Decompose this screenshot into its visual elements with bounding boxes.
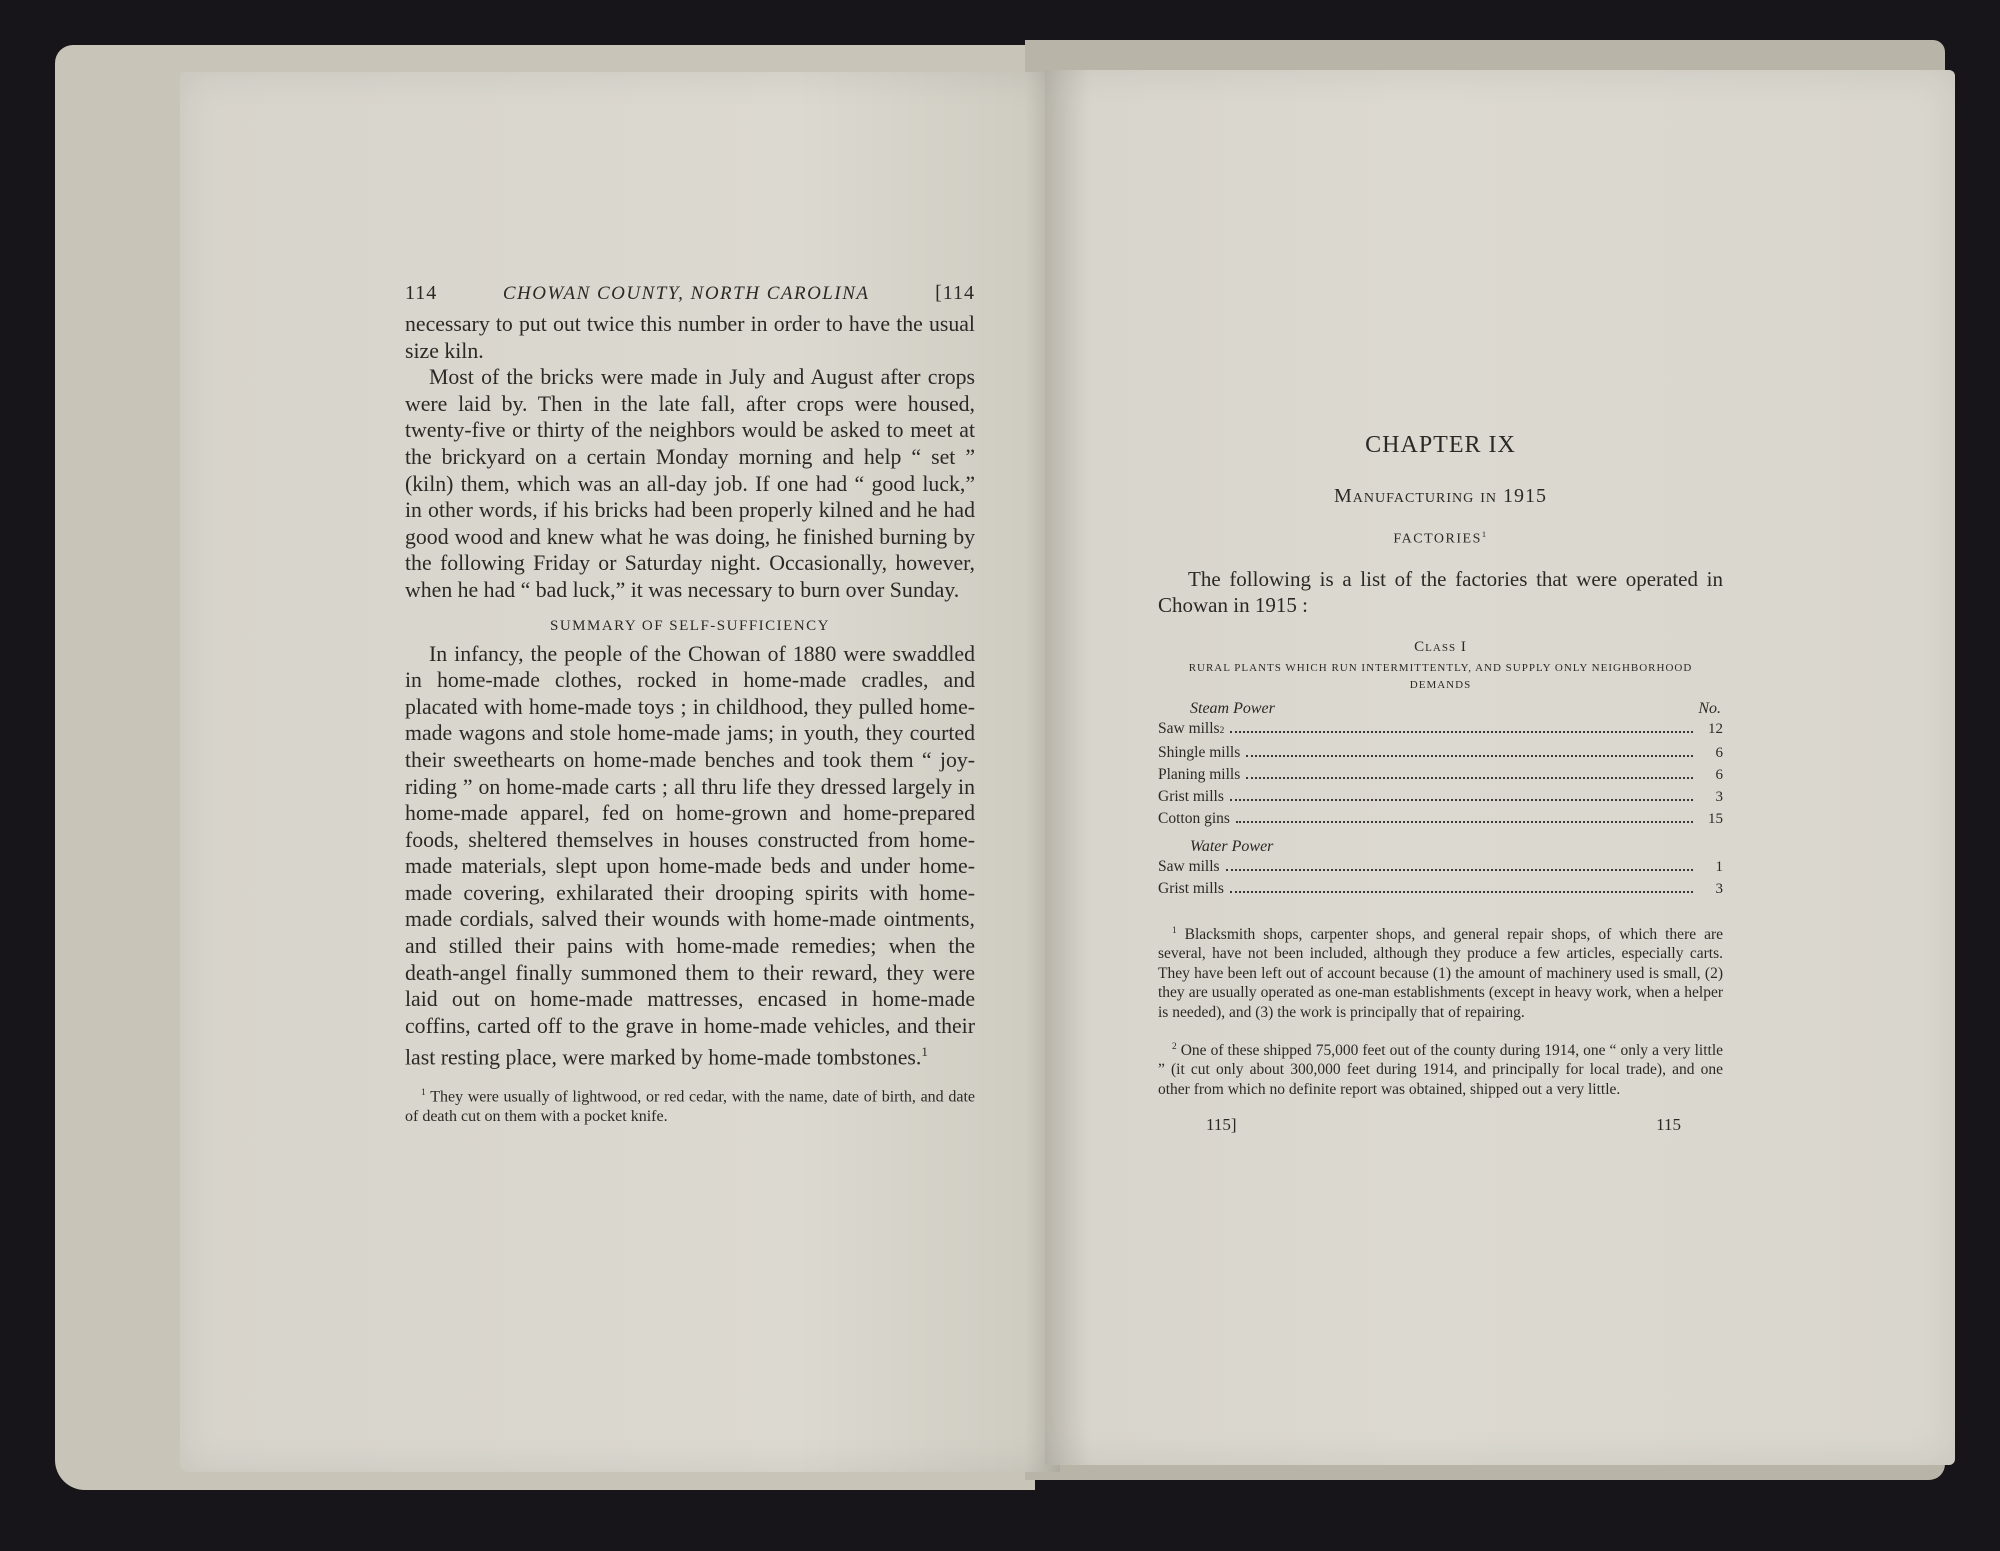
row-label: Saw mills [1158,857,1220,875]
leader-dots [1246,777,1693,779]
footer-bracket-number: 115] [1206,1114,1237,1134]
section-heading: SUMMARY OF SELF-SUFFICIENCY [549,617,830,634]
class-heading: Class I [1414,638,1467,655]
running-title: CHOWAN COUNTY, NORTH CAROLINA [502,283,870,304]
leader-dots [1246,755,1693,757]
section-heading: FACTORIES$^1$ [1393,530,1488,547]
row-value: 3 [1715,788,1723,805]
paragraph-1: necessary to put out twice this number in order to have the usual size kiln. [405,312,975,363]
chapter-number: CHAPTER IX [1365,432,1516,458]
paragraph-3: In infancy, the people of the Chowan of 1880 were swaddled in home-made clothes, rocked in home-made cradles, and placated with home-made toys ; in childhood, they pulled home-made wagons and stole home-made jams; in youth, they courted their sweethearts on home-made benches and took them “ joy-riding ” on home-made carts ; all thru life they dressed largely in home-made apparel, fed on home-grown and home-prepared foods, sheltered themselves in houses constructed from home-made materials, slept upon home-made beds and under home-made covering, exhilarated their drooping spirits with home-made cordials, salved their wounds with home-made ointments, and stilled their pains with home-made remedies; when the death-angel finally summoned them to their reward, they were laid out on home-made mattresses, encased in home-made coffins, carted off to the grave in home-made vehicles, and their last resting place, were marked by home-made tombstones.$^1$ [405,641,975,1070]
row-label: Grist mills [1158,787,1224,805]
paragraph-2: Most of the bricks were made in July and August after crops were laid by. Then in the late fall, after crops were housed, twenty-five or thirty of the neighbors would be asked to meet at the brickyard on a certain Monday morning and help “ set ” (kiln) them, which was an all-day job. If one had “ good luck,” in other words, if his bricks had been properly kilned and he had good wood and knew what he was doing, he finished burning by the following Friday or Saturday night. Occasionally, however, when he had “ bad luck,” it was necessary to burn over Sunday. [405,365,975,602]
left-page-text [405,282,975,1126]
intro-paragraph: The following is a list of the factories that were operated in Chowan in 1915 : [1158,566,1723,617]
running-head [405,282,975,305]
row-value: 12 [1708,720,1723,737]
leader-dots [1226,869,1693,871]
leader-dots [1230,731,1693,733]
row-value: 3 [1715,880,1723,897]
page-number: 114 [405,282,438,304]
table-row [1158,878,1723,900]
row-label: Grist mills [1158,879,1224,897]
leader-dots [1230,891,1693,893]
table-row [1158,856,1723,878]
water-power-heading: Water Power [1190,837,1274,855]
table-row [1158,742,1723,764]
footnote-2: $^2$ One of these shipped 75,000 feet out of the county during 1914, one “ only a very little ” (it cut only about 300,000 feet during 1914, and principally for local trade), and one other from which no definite report was obtained, shipped out a very little. [1158,1041,1724,1098]
water-power-table [1158,856,1723,900]
class-description: RURAL PLANTS WHICH RUN INTERMITTENTLY, AND SUPPLY ONLY NEIGHBORHOOD DEMANDS [1188,661,1693,691]
table-row [1158,764,1723,786]
table-row [1158,808,1723,830]
table-row [1158,718,1723,742]
steam-power-heading: Steam Power No. [1190,699,1721,717]
row-label: Planing mills [1158,765,1241,783]
footnote-1: $^1$ Blacksmith shops, carpenter shops, and general repair shops, of which there are several, have not been included, although they produce a few articles, especially carts. They have been left out of account because (1) the amount of machinery used is small, (2) they are usually operated as one-man establishments (except in heavy work, when a helper is needed), and (3) the work is principally that of repairing. [1158,925,1724,1021]
row-value: 15 [1708,810,1723,827]
row-label: Shingle mills [1158,743,1241,761]
chapter-title: Manufacturing in 1915 [1334,485,1547,507]
right-page-text [1158,432,1723,1135]
steam-power-table [1158,718,1723,830]
table-row [1158,786,1723,808]
footnote-ref: 1 [921,1044,928,1060]
bracket-page-number: [114 [935,282,975,304]
footnote-ref: 2 [1219,725,1225,736]
row-label: Cotton gins [1158,809,1230,827]
footer-page-number: 115 [1656,1114,1681,1134]
footnote: $^1$ They were usually of lightwood, or red cedar, with the name, date of birth, and date of death cut on them with a pocket knife. [405,1087,975,1125]
row-value: 6 [1715,766,1723,783]
page-footer [1158,1115,1723,1135]
row-value: 6 [1715,744,1723,761]
row-label: Saw mills [1158,719,1220,737]
leader-dots [1230,799,1693,801]
number-column-header: No. [1698,699,1721,717]
leader-dots [1236,821,1693,823]
row-value: 1 [1715,858,1723,875]
